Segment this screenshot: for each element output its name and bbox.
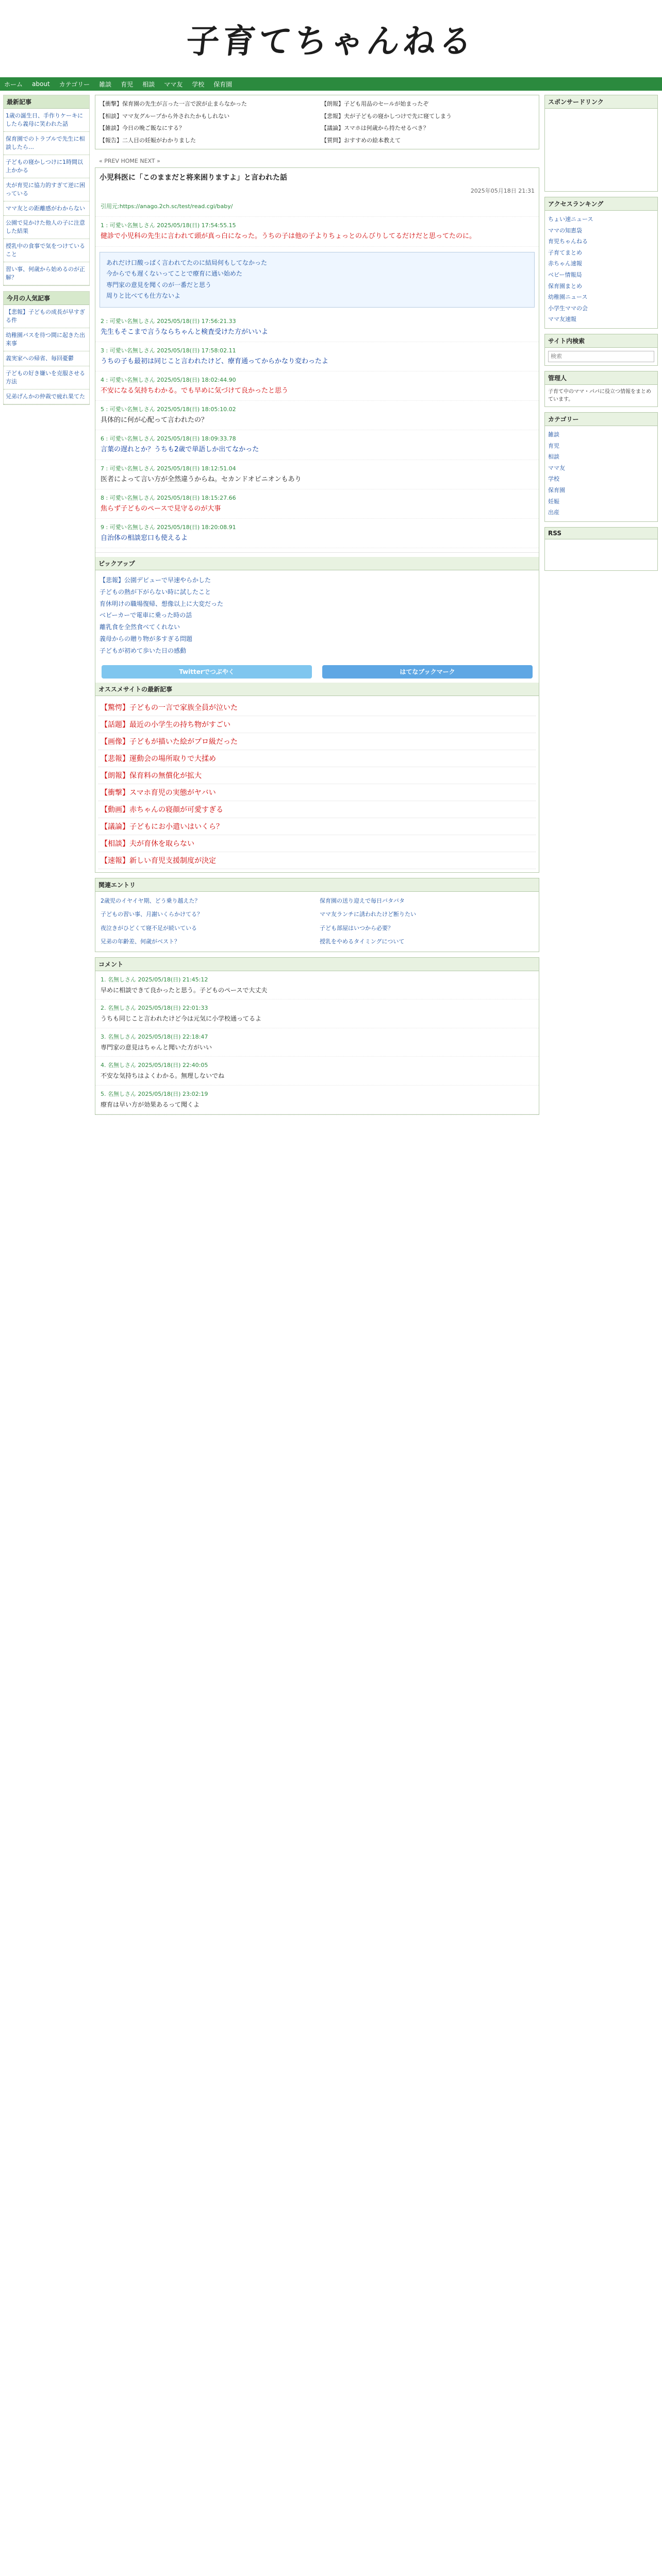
comment-body: 自治体の相談窓口も使えるよ [101, 534, 188, 542]
twitter-share-button[interactable]: Twitterでつぶやく [102, 665, 312, 679]
popular-articles-box [3, 291, 90, 405]
recommend-link[interactable]: 【悲報】運動会の場所取りで大揉め [98, 750, 536, 767]
recommend-link[interactable]: 【驚愕】子どもの一言で家族全員が泣いた [98, 699, 536, 716]
pickup-link[interactable]: ベビーカーで電車に乗った時の話 [100, 612, 192, 619]
top-link[interactable]: 【朗報】子ども用品のセールが始まったぞ [321, 100, 429, 107]
comment-head: 2 : 可愛い名無しさん 2025/05/18(日) 17:56:21.33 [101, 317, 236, 325]
list-comment-head: 5. 名無しさん 2025/05/18(日) 23:02:19 [101, 1090, 208, 1097]
list-comment-body: うちも同じこと言われたけど今は元気に小学校通ってるよ [101, 1015, 262, 1023]
category-link[interactable]: 妊娠 [548, 498, 559, 505]
related-link[interactable]: 保育園の送り迎えで毎日バタバタ [320, 897, 405, 904]
recommend-link[interactable]: 【相談】夫が育休を取らない [98, 835, 536, 852]
antenna-link[interactable]: 育児ちゃんねる [548, 238, 588, 245]
antenna-link[interactable]: 赤ちゃん速報 [548, 260, 582, 267]
related-link[interactable]: 子どもの習い事、月謝いくらかけてる？ [101, 911, 203, 918]
comment-body: うちの子も最初は同じこと言われたけど、療育通ってからかなり変わったよ [101, 358, 328, 366]
left-article-link[interactable]: 習い事、何歳から始めるのが正解？ [4, 262, 89, 285]
category-box [544, 412, 658, 522]
popular-articles-title: 今月の人気記事 [4, 292, 89, 305]
hatena-bookmark-button[interactable]: はてなブックマーク [322, 665, 533, 679]
comment-body: 不安になる気持ちわかる。でも早めに気づけて良かったと思う [101, 387, 289, 395]
recommend-link[interactable]: 【朗報】保育料の無償化が拡大 [98, 767, 536, 784]
left-article-link[interactable]: 公園で見かけた他人の子に注意した結果 [4, 216, 89, 239]
comment-head: 4 : 可愛い名無しさん 2025/05/18(日) 18:02:44.90 [101, 377, 236, 384]
list-comment [95, 999, 539, 1028]
comment-head: 6 : 可愛い名無しさん 2025/05/18(日) 18:09:33.78 [101, 435, 236, 443]
related-link[interactable]: ママ友ランチに誘われたけど断りたい [320, 911, 416, 918]
comment-list [95, 971, 539, 1114]
left-article-link[interactable]: 夫が育児に協力的すぎて逆に困っている [4, 178, 89, 201]
article-meta: 2025年05月18日 21:31 [470, 188, 535, 195]
pickup-link[interactable]: 離乳食を全然食べてくれない [100, 623, 180, 631]
top-link[interactable]: 【報告】二人目の妊娠がわかりました [100, 137, 196, 144]
links-box [544, 197, 658, 329]
breadcrumb[interactable]: « PREV HOME NEXT » [99, 158, 160, 165]
right-sidebar [544, 95, 658, 1120]
left-article-link[interactable]: 保育園でのトラブルで先生に相談したら… [4, 132, 89, 155]
nav-item[interactable]: ママ友 [164, 80, 183, 88]
pickup-link[interactable]: 子どもの熱が下がらない時に試したこと [100, 588, 211, 596]
search-title: サイト内検索 [545, 334, 657, 348]
top-nav [0, 77, 662, 91]
search-box [544, 334, 658, 366]
top-link[interactable]: 【議論】スマホは何歳から持たせるべき？ [321, 125, 429, 132]
related-link[interactable]: 兄弟の年齢差、何歳がベスト？ [101, 938, 180, 945]
left-article-link[interactable]: ママ友との距離感がわからない [4, 201, 89, 216]
category-link[interactable]: 学校 [548, 476, 559, 483]
links-title: アクセスランキング [545, 197, 657, 211]
site-header [0, 0, 662, 77]
recommend-link[interactable]: 【動画】赤ちゃんの寝顔が可愛すぎる [98, 801, 536, 818]
antenna-link[interactable]: ママの知恵袋 [548, 227, 582, 234]
comment [95, 489, 539, 519]
category-link[interactable]: 保育園 [548, 486, 565, 494]
popular-article-link[interactable]: 義実家への帰省、毎回憂鬱 [4, 351, 89, 366]
nav-item[interactable]: 雑談 [99, 80, 112, 88]
latest-articles-box [3, 95, 90, 286]
highlight-line: 周りと比べても仕方ないよ [106, 292, 181, 300]
list-comment-head: 2. 名無しさん 2025/05/18(日) 22:01:33 [101, 1005, 208, 1012]
top-links-grid [95, 95, 539, 149]
nav-item[interactable]: about [32, 80, 50, 88]
highlight-block [100, 252, 535, 308]
comment [95, 430, 539, 460]
share-buttons [95, 661, 539, 683]
recommend-link[interactable]: 【画像】子どもが描いた絵がプロ級だった [98, 733, 536, 750]
list-comment-head: 1. 名無しさん 2025/05/18(日) 21:45:12 [101, 976, 208, 983]
comment-head: 1 : 可愛い名無しさん 2025/05/18(日) 17:54:55.15 [101, 222, 236, 229]
nav-item[interactable]: カテゴリー [59, 80, 90, 88]
site-logo[interactable]: 子育てちゃんねる [184, 22, 477, 61]
pickup-title: ピックアップ [95, 557, 539, 570]
comment-head: 8 : 可愛い名無しさん 2025/05/18(日) 18:15:27.66 [101, 494, 236, 501]
popular-article-link[interactable]: 子どもの好き嫌いを克服させる方法 [4, 366, 89, 389]
sponsor-title: スポンサードリンク [545, 95, 657, 109]
rss-title: RSS [545, 528, 657, 539]
nav-item[interactable]: 相談 [142, 80, 155, 88]
comment-head: 5 : 可愛い名無しさん 2025/05/18(日) 18:05:10.02 [101, 406, 236, 413]
comment-body: 言葉の遅れとか？うちも2歳で単語しか出てなかった [101, 446, 259, 454]
comment-body: 先生もそこまで言うならちゃんと検査受けた方がいいよ [101, 328, 269, 336]
comment [95, 460, 539, 489]
related-link[interactable]: 授乳をやめるタイミングについて [320, 938, 405, 945]
page-layout [0, 91, 662, 1124]
antenna-link[interactable]: 小学生ママの会 [548, 304, 588, 312]
list-comment-body: 不安な気持ちはよくわかる。無理しないでね [101, 1072, 225, 1080]
antenna-link[interactable]: 保育園まとめ [548, 282, 582, 290]
related-link[interactable]: 夜泣きがひどくて寝不足が続いている [101, 924, 197, 931]
source-line [95, 198, 539, 217]
links-list [545, 211, 657, 328]
comment-body: 具体的に何が心配って言われたの？ [101, 416, 208, 425]
popular-article-link[interactable]: 【悲報】子どもの成長が早すぎる件 [4, 305, 89, 328]
category-title: カテゴリー [545, 413, 657, 426]
top-links-box [95, 95, 539, 149]
top-link[interactable]: 【質問】おすすめの絵本教えて [321, 137, 401, 144]
comments-box [95, 957, 539, 1115]
left-article-link[interactable]: 子どもの寝かしつけに1時間以上かかる [4, 155, 89, 178]
rss-box [544, 527, 658, 571]
recommend-link[interactable]: 【速報】新しい育児支援制度が決定 [98, 852, 536, 869]
list-comment-body: 専門家の意見はちゃんと聞いた方がいい [101, 1043, 212, 1051]
comment [95, 313, 539, 342]
comment [95, 519, 539, 548]
comment-head: 7 : 可愛い名無しさん 2025/05/18(日) 18:12:51.04 [101, 465, 236, 472]
search-input[interactable] [548, 351, 654, 362]
left-article-link[interactable]: 1歳の誕生日、手作りケーキにしたら義母に笑われた話 [4, 109, 89, 132]
list-comment [95, 971, 539, 1000]
comment-head: 3 : 可愛い名無しさん 2025/05/18(日) 17:58:02.11 [101, 347, 236, 354]
category-link[interactable]: 相談 [548, 453, 559, 461]
antenna-link[interactable]: 幼稚園ニュース [548, 294, 588, 301]
nav-item[interactable]: 保育園 [213, 80, 233, 88]
category-list [545, 426, 657, 521]
top-link[interactable]: 【衝撃】保育園の先生が言った一言で涙が止まらなかった [100, 100, 247, 107]
highlight-line: 今からでも遅くないってことで療育に通い始めた [106, 270, 242, 278]
main-content [95, 95, 539, 1120]
nav-item[interactable]: 育児 [121, 80, 134, 88]
comment [95, 371, 539, 401]
list-comment-head: 4. 名無しさん 2025/05/18(日) 22:40:05 [101, 1062, 208, 1069]
pickup-list [95, 570, 539, 661]
comment-body: 医者によって言い方が全然違うからね。セカンドオピニオンもあり [101, 475, 302, 483]
related-grid [95, 892, 539, 952]
pickup-link[interactable]: 【悲報】公園デビューで早速やらかした [100, 577, 211, 584]
list-comment [95, 1028, 539, 1057]
antenna-link[interactable]: ちょい速ニュース [548, 216, 593, 223]
list-comment-body: 早めに相談できて良かったと思う。子どものペースで大丈夫 [101, 986, 268, 994]
related-link[interactable]: 2歳児のイヤイヤ期、どう乗り越えた？ [101, 897, 201, 904]
list-comment [95, 1086, 539, 1114]
related-title: 関連エントリ [95, 878, 539, 892]
recommend-link[interactable]: 【議論】子どもにお小遣いはいくら？ [98, 818, 536, 835]
first-comment [95, 217, 539, 246]
nav-item[interactable]: 学校 [192, 80, 205, 88]
antenna-link[interactable]: ママ友速報 [548, 316, 576, 323]
left-sidebar [3, 95, 90, 1120]
list-comment [95, 1057, 539, 1086]
profile-title: 管理人 [545, 371, 657, 385]
left-article-link[interactable]: 授乳中の食事で気をつけていること [4, 239, 89, 262]
list-comment-head: 3. 名無しさん 2025/05/18(日) 22:18:47 [101, 1033, 208, 1040]
comments-title: コメント [95, 958, 539, 971]
category-link[interactable]: ママ友 [548, 464, 565, 471]
category-link[interactable]: 育児 [548, 442, 559, 449]
antenna-link[interactable]: 子育てまとめ [548, 249, 582, 256]
top-link[interactable]: 【悲報】夫が子どもの寝かしつけで先に寝てしまう [321, 112, 452, 120]
popular-article-link[interactable]: 兄弟げんかの仲裁で疲れ果てた [4, 389, 89, 404]
recommend-list [95, 696, 539, 872]
article-box [95, 167, 539, 872]
list-comment-body: 療育は早い方が効果あるって聞くよ [101, 1100, 200, 1108]
top-link[interactable]: 【雑談】今日の晩ご飯なにする？ [100, 125, 185, 132]
top-link[interactable]: 【相談】ママ友グループから外されたかもしれない [100, 112, 230, 120]
pickup-link[interactable]: 子どもが初めて歩いた日の感動 [100, 647, 187, 654]
comment-body: 焦らず子どものペースで見守るのが大事 [101, 504, 221, 513]
category-link[interactable]: 出産 [548, 509, 559, 516]
highlight-line: 専門家の意見を聞くのが一番だと思う [106, 281, 212, 289]
recommend-link[interactable]: 【話題】最近の小学生の持ち物がすごい [98, 716, 536, 733]
antenna-link[interactable]: ベビー情報局 [548, 271, 582, 278]
related-box [95, 878, 539, 952]
source-text[interactable]: 引用元:https://anago.2ch.sc/test/read.cgi/baby/ [101, 203, 233, 210]
profile-box [544, 371, 658, 407]
sponsor-box [544, 95, 658, 192]
latest-articles-title: 最新記事 [4, 95, 89, 109]
pickup-link[interactable]: 義母からの贈り物が多すぎる問題 [100, 635, 193, 642]
category-link[interactable]: 雑談 [548, 431, 559, 438]
comment [95, 342, 539, 371]
article-title: 小児科医に「このままだと将来困りますよ」と言われた話 [100, 174, 287, 182]
recommend-title: オススメサイトの最新記事 [95, 683, 539, 696]
highlight-line: あれだけ口酸っぱく言われてたのに結局何もしてなかった [106, 259, 268, 266]
related-link[interactable]: 子ども部屋はいつから必要？ [320, 924, 393, 931]
comment-head: 9 : 可愛い名無しさん 2025/05/18(日) 18:20:08.91 [101, 523, 236, 531]
recommend-link[interactable]: 【衝撃】スマホ育児の実態がヤバい [98, 784, 536, 801]
popular-article-link[interactable]: 幼稚園バスを待つ間に起きた出来事 [4, 328, 89, 351]
nav-item[interactable]: ホーム [4, 80, 23, 88]
comment-body: 健診で小児科の先生に言われて頭が真っ白になった。うちの子は他の子よりちょっとのんびりしてるだけだと思ってたのに。 [101, 232, 476, 241]
profile-text: 子育て中のママ・パパに役立つ情報をまとめています。 [548, 388, 651, 402]
pickup-link[interactable]: 育休明けの職場復帰、想像以上に大変だった [100, 600, 224, 607]
comment [95, 401, 539, 430]
